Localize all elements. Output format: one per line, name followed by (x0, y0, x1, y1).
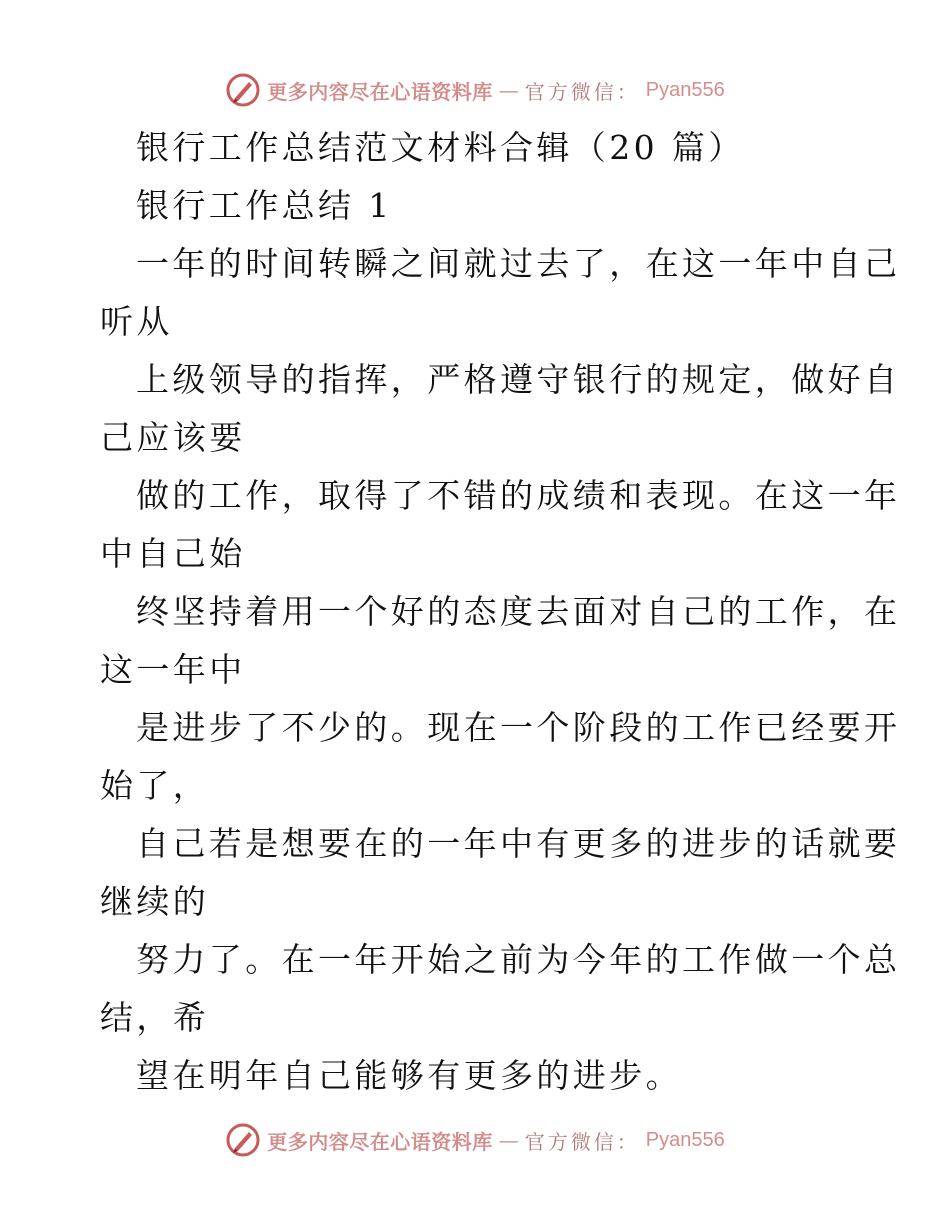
watermark-separator: — (498, 1128, 519, 1152)
paragraph-line: 中自己始 (100, 534, 246, 573)
paragraph-line: 终坚持着用一个好的态度去面对自己的工作，在 (136, 592, 901, 631)
paragraph-line: 望在明年自己能够有更多的进步。 (136, 1056, 682, 1095)
paragraph-line: 是进步了不少的。现在一个阶段的工作已经要开 (136, 708, 901, 747)
document-title: 银行工作总结范文材料合辑（20 篇） (136, 128, 745, 167)
footer-watermark (0, 1120, 950, 1160)
watermark-id: Pyan556 (645, 1128, 725, 1151)
watermark-id: Pyan556 (645, 78, 725, 101)
watermark-label: 官方微信： (524, 1129, 640, 1154)
pen-logo-icon (225, 1122, 261, 1158)
header-watermark (0, 70, 950, 110)
paragraph-line: 一年的时间转瞬之间就过去了，在这一年中自己 (136, 244, 901, 283)
paragraph-line: 做的工作，取得了不错的成绩和表现。在这一年 (136, 476, 901, 515)
paragraph-line: 自己若是想要在的一年中有更多的进步的话就要 (136, 824, 901, 863)
pen-logo-icon (225, 72, 261, 108)
paragraph-line: 上级领导的指挥，严格遵守银行的规定，做好自 (136, 360, 901, 399)
watermark-separator: — (498, 78, 519, 102)
watermark-label: 官方微信： (524, 79, 640, 104)
paragraph-line: 听从 (100, 302, 173, 341)
watermark-text: 更多内容尽在心语资料库 (267, 1129, 493, 1154)
paragraph-line: 努力了。在一年开始之前为今年的工作做一个总 (136, 940, 901, 979)
watermark-text: 更多内容尽在心语资料库 (267, 79, 493, 104)
paragraph-line: 继续的 (100, 882, 210, 921)
paragraph-line: 始了， (100, 766, 210, 805)
paragraph-line: 结，希 (100, 998, 210, 1037)
paragraph-line: 这一年中 (100, 650, 246, 689)
paragraph-line: 己应该要 (100, 418, 246, 457)
section-heading: 银行工作总结 1 (136, 186, 393, 225)
